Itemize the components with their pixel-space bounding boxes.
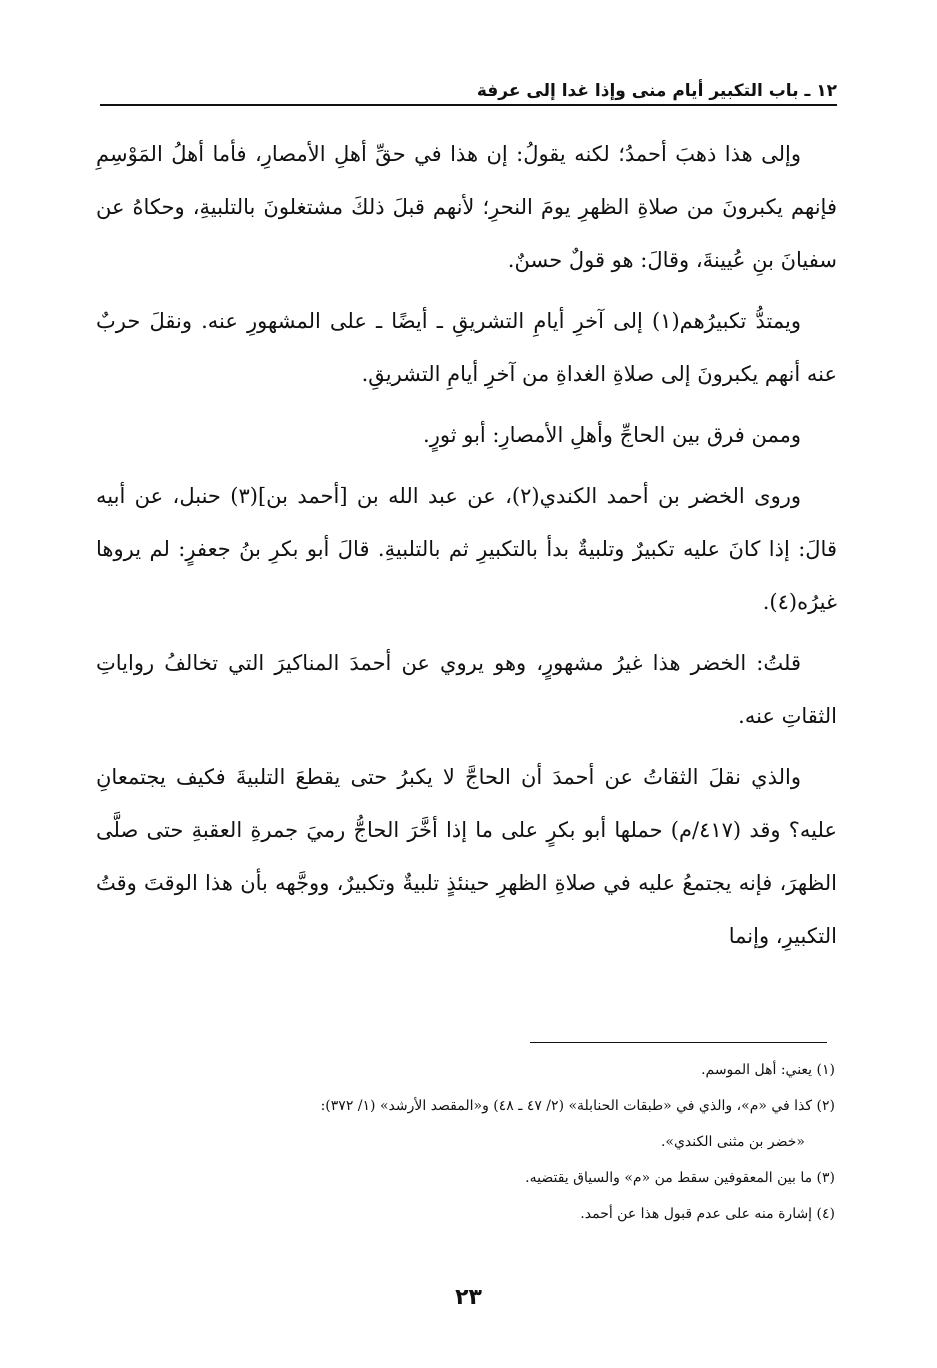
paragraph: والذي نقلَ الثقاتُ عن أحمدَ أن الحاجَّ لا يكبرُ حتى يقطعَ التلبيةَ فكيف يجتمعانِ عليه؟ وقد (٤١٧/م) حملها أبو بكرٍ على ما إذا أخَّرَ الحاجُّ رميَ جمرةِ العقبةِ حتى صلَّى الظهرَ، فإنه يجتمعُ عليه في صلاةِ الظهرِ حينئذٍ تلبيةٌ وتكبيرٌ، ووجَّهه بأن هذا الوقتَ وقتُ التكبيرِ، وإنما [96, 765, 837, 948]
footnote-separator [530, 1042, 827, 1043]
chapter-title: ١٢ ـ باب التكبير أيام منى وإذا غدا إلى عرفة [476, 81, 837, 101]
footnote-continuation: «خضر بن مثنى الكندي». [660, 1134, 805, 1150]
page-number: ٢٣ [455, 1285, 482, 1310]
footnote: (٢) كذا في «م»، والذي في «طبقات الحنابلة» (٢/ ٤٧ ـ ٤٨) و«المقصد الأرشد» (١/ ٣٧٢): [320, 1098, 835, 1114]
paragraph: قلتُ: الخضر هذا غيرُ مشهورٍ، وهو يروي عن أحمدَ المناكيرَ التي تخالفُ رواياتِ الثقاتِ عنه. [96, 651, 837, 728]
main-text [96, 128, 837, 971]
footnote: (٣) ما بين المعقوفين سقط من «م» والسياق يقتضيه. [525, 1170, 835, 1186]
footnotes [100, 1052, 835, 1232]
paragraph: ويمتدُّ تكبيرُهم(١) إلى آخرِ أيامِ التشريقِ ـ أيضًا ـ على المشهورِ عنه. ونقلَ حربٌ عنه أنهم يكبرونَ إلى صلاةِ الغداةِ من آخرِ أيامِ التشريقِ. [96, 309, 837, 386]
running-header [100, 72, 837, 106]
footnote: (١) يعني: أهل الموسم. [701, 1062, 835, 1078]
paragraph: وإلى هذا ذهبَ أحمدُ؛ لكنه يقولُ: إن هذا في حقِّ أهلِ الأمصارِ، فأما أهلُ المَوْسِمِ فإنهم يكبرونَ من صلاةِ الظهرِ يومَ النحرِ؛ لأنهم قبلَ ذلكَ مشتغلونَ بالتلبيةِ، وحكاهُ عن سفيانَ بنِ عُيينةَ، وقالَ: هو قولٌ حسنٌ. [96, 142, 837, 272]
footnote: (٤) إشارة منه على عدم قبول هذا عن أحمد. [580, 1206, 835, 1222]
paragraph: وممن فرق بين الحاجِّ وأهلِ الأمصارِ: أبو ثورٍ. [423, 423, 801, 447]
paragraph: وروى الخضر بن أحمد الكندي(٢)، عن عبد الله بن [أحمد بن](٣) حنبل، عن أبيه قالَ: إذا كانَ عليه تكبيرٌ وتلبيةٌ بدأ بالتكبيرِ ثم بالتلبيةِ. قالَ أبو بكرِ بنُ جعفرٍ: لم يروها غيرُه(٤). [96, 484, 837, 614]
